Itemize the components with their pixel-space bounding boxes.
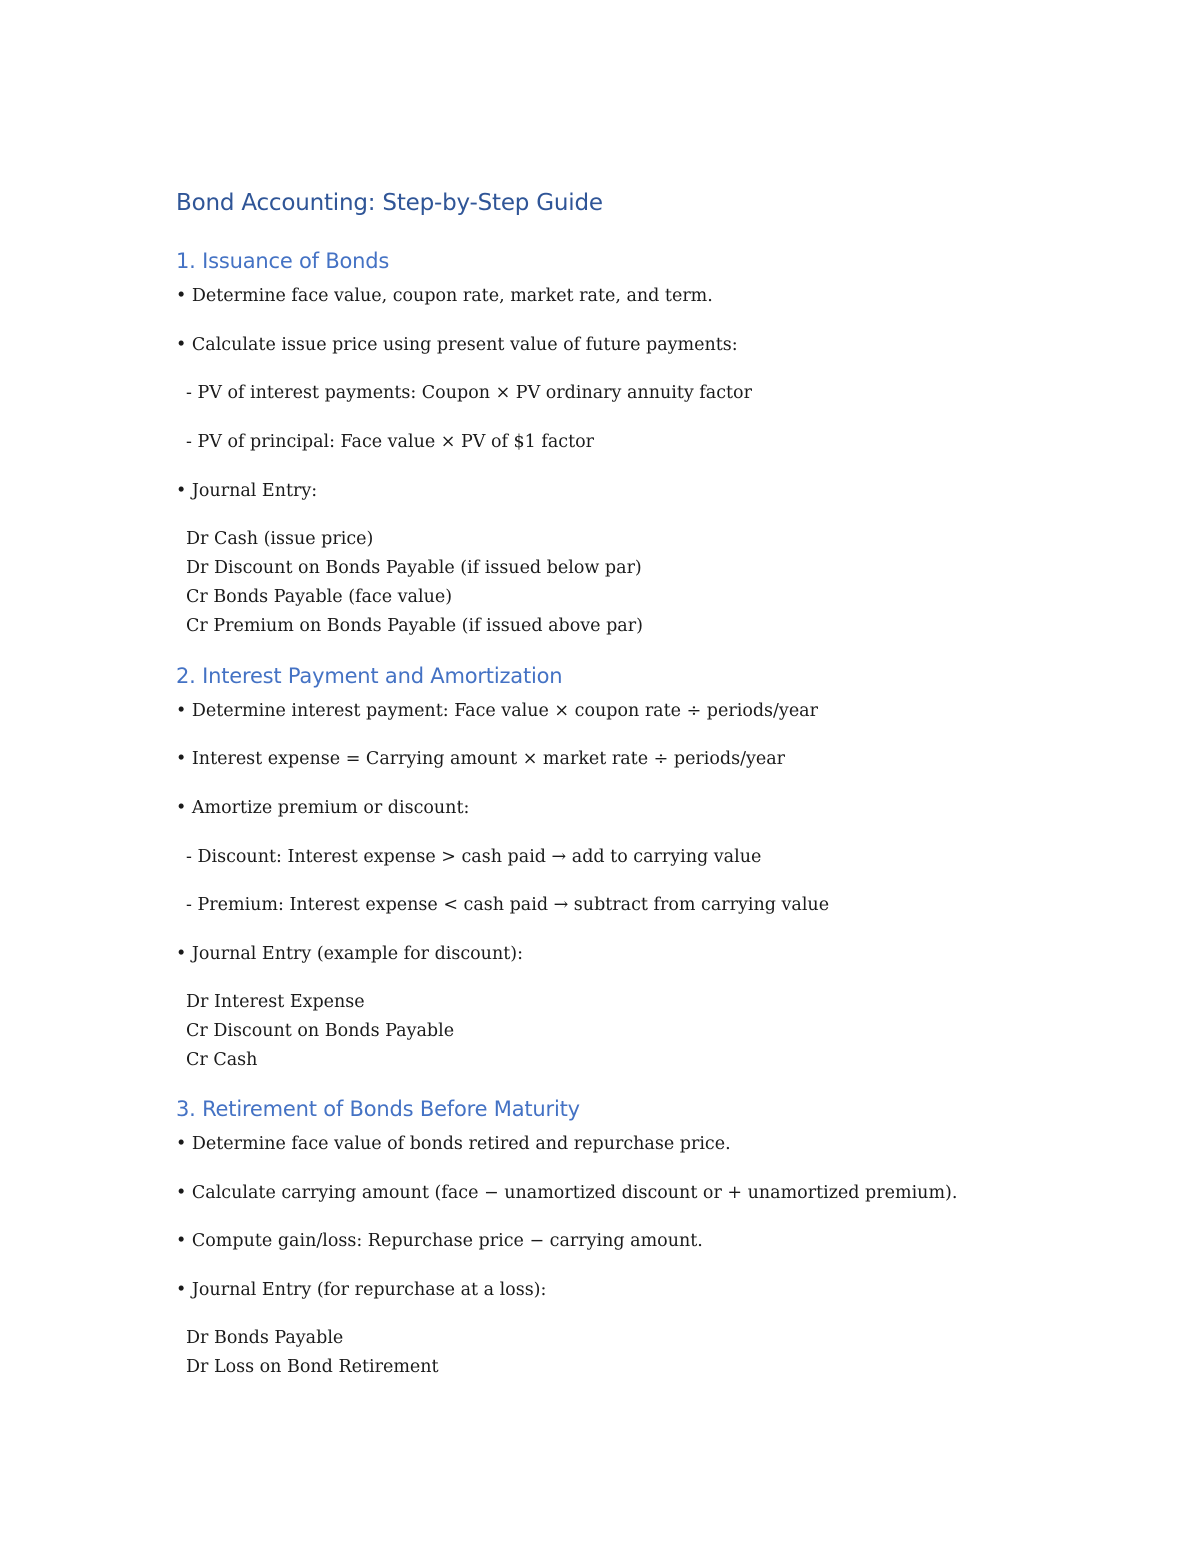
bullet-item: • Determine interest payment: Face value × coupon rate ÷ periods/year (176, 701, 818, 721)
sub-item: - Premium: Interest expense < cash paid → subtract from carrying value (186, 895, 830, 915)
bullet-item: • Determine face value, coupon rate, market rate, and term. (176, 286, 713, 306)
bullet-item: • Amortize premium or discount: (176, 798, 470, 818)
journal-line: Cr Cash (186, 1050, 258, 1070)
bullet-item: • Calculate carrying amount (face − unamortized discount or + unamortized premium). (176, 1183, 958, 1203)
section-heading-issuance: 1. Issuance of Bonds (176, 249, 390, 273)
journal-entry-label: • Journal Entry (example for discount): (176, 944, 523, 964)
journal-line: Cr Discount on Bonds Payable (186, 1021, 455, 1041)
bullet-item: • Compute gain/loss: Repurchase price − carrying amount. (176, 1231, 703, 1251)
sub-item: - PV of interest payments: Coupon × PV ordinary annuity factor (186, 383, 752, 403)
section-heading-interest: 2. Interest Payment and Amortization (176, 664, 563, 688)
journal-line: Dr Loss on Bond Retirement (186, 1357, 439, 1377)
journal-entry-block (186, 525, 643, 641)
sub-item: - Discount: Interest expense > cash paid → add to carrying value (186, 847, 762, 867)
journal-entry-label: • Journal Entry (for repurchase at a loss): (176, 1280, 547, 1300)
section-heading-retirement: 3. Retirement of Bonds Before Maturity (176, 1097, 580, 1121)
bullet-item: • Calculate issue price using present value of future payments: (176, 335, 738, 355)
sub-item: - PV of principal: Face value × PV of $1 factor (186, 432, 595, 452)
bullet-item: • Determine face value of bonds retired and repurchase price. (176, 1134, 731, 1154)
journal-entry-block (186, 1324, 439, 1382)
document-title: Bond Accounting: Step-by-Step Guide (176, 190, 603, 216)
journal-entry-label: • Journal Entry: (176, 481, 318, 501)
journal-line: Dr Interest Expense (186, 992, 365, 1012)
journal-line: Dr Cash (issue price) (186, 529, 374, 549)
journal-line: Dr Discount on Bonds Payable (if issued below par) (186, 558, 642, 578)
journal-entry-block (186, 988, 454, 1075)
journal-line: Cr Premium on Bonds Payable (if issued above par) (186, 616, 643, 636)
bullet-item: • Interest expense = Carrying amount × market rate ÷ periods/year (176, 749, 786, 769)
journal-line: Cr Bonds Payable (face value) (186, 587, 453, 607)
journal-line: Dr Bonds Payable (186, 1328, 344, 1348)
